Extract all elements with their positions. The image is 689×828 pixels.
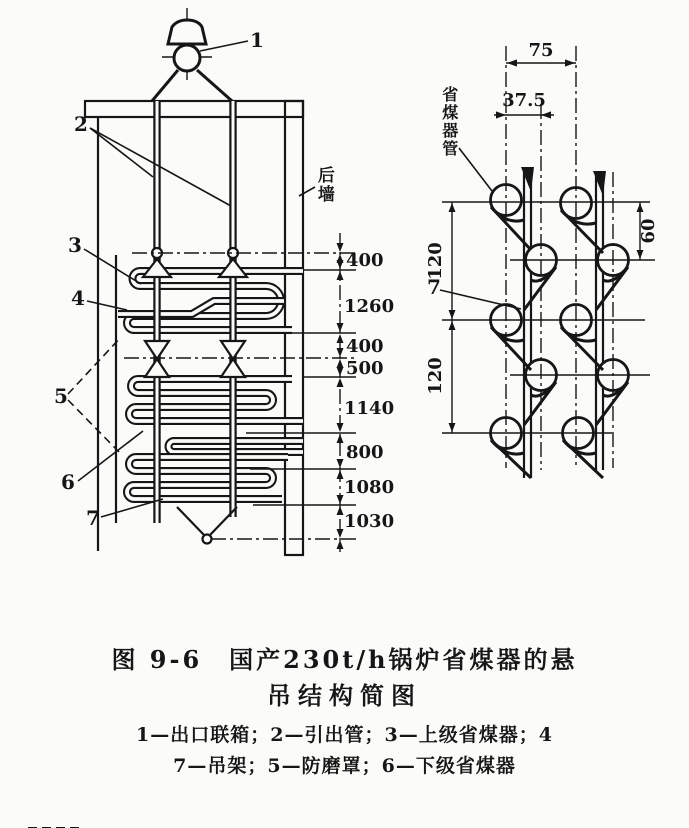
figure-legend-line2: 7—吊架；5—防磨罩；6—下级省煤器	[173, 755, 516, 777]
dim-60: 60	[638, 218, 659, 244]
dim-400-top: 400	[346, 250, 384, 271]
tube-label-leader	[459, 148, 492, 191]
rear-wall-label: 后墙	[313, 166, 334, 204]
dim-1260: 1260	[344, 296, 395, 317]
part-label-5: 5	[54, 384, 68, 408]
dim-1030: 1030	[344, 511, 395, 532]
outlet-pipe-right	[197, 70, 232, 101]
hanger-strip-left	[521, 167, 534, 478]
part-label-7-detail: 7	[427, 275, 441, 299]
part-label-6: 6	[61, 470, 75, 494]
dim-500: 500	[346, 358, 384, 379]
dim-800: 800	[346, 442, 384, 463]
outlet-header	[152, 8, 232, 101]
dim-120-upper: 120	[425, 242, 446, 280]
part-label-1: 1	[250, 28, 264, 52]
hanger-rod-right	[230, 101, 235, 517]
part-label-4: 4	[71, 286, 85, 310]
bottom-v-hanger	[177, 507, 237, 544]
dim-1080: 1080	[344, 477, 395, 498]
figure-legend-line1: 1—出口联箱；2—引出管；3—上级省煤器；4	[136, 724, 553, 746]
economizer-tube-label: 省煤器管	[439, 86, 459, 158]
boiler-elevation-view	[54, 8, 394, 555]
part-label-7: 7	[86, 506, 100, 530]
scan-artifact	[28, 819, 84, 828]
lower-economizer-coil-lower-bank	[127, 457, 288, 499]
part-label-2: 2	[74, 112, 88, 136]
part-label-3: 3	[68, 233, 82, 257]
dim-120-lower: 120	[425, 357, 446, 395]
figure-caption-line1: 图 9-6 国产230t/h锅炉省煤器的悬	[111, 645, 578, 674]
dim-75: 75	[528, 40, 554, 61]
hanger-detail-view	[425, 40, 659, 478]
outlet-pipe-left	[152, 70, 178, 101]
leader-lines	[68, 41, 315, 517]
ceiling-section	[85, 101, 303, 117]
dim-400-mid: 400	[346, 336, 384, 357]
figure-caption-line2: 吊结构简图	[267, 681, 422, 710]
dim-1140: 1140	[344, 398, 395, 419]
dim-37-5: 37.5	[502, 90, 546, 111]
